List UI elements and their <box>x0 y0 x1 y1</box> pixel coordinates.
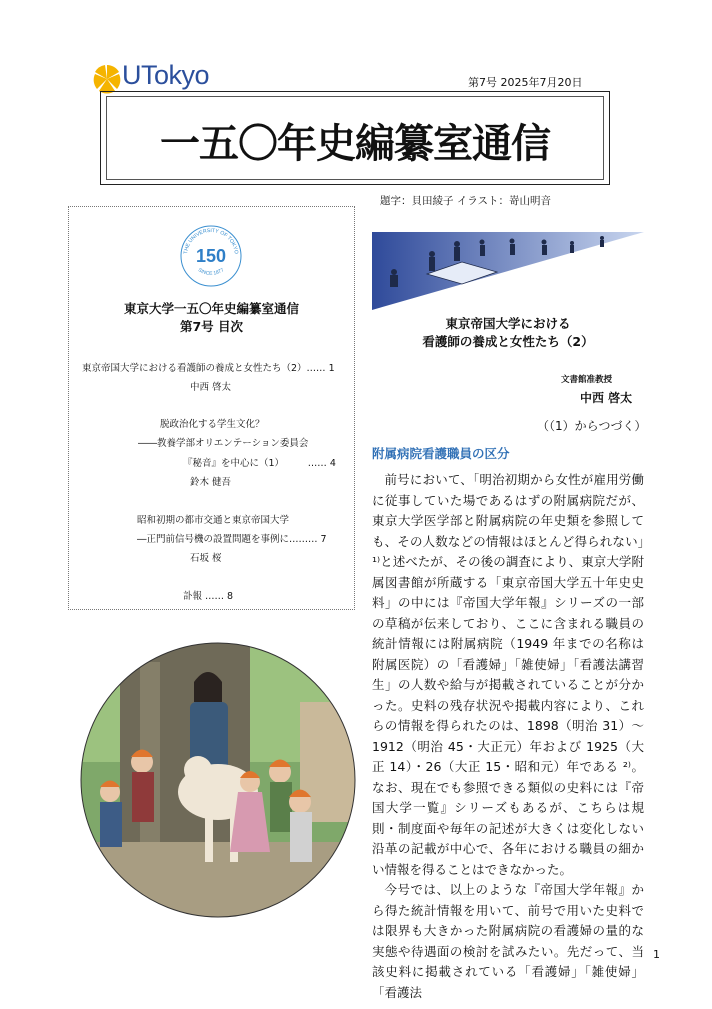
banner-illustration <box>372 232 644 310</box>
paragraph: 前号において、「明治初期から女性が雇用労働に従事していた場であるはずの附属病院だが、東京大学医学部と附属病院の年史類を参照しても、その人数などの情報はほとんど得られない」¹⁾と述べたが、その後の調査により、東京大学附属図書館が所蔵する「東京帝国大学五十年史史料」の中には『帝国大学年報』シリーズの一部の草稿が伝来しており、ここに含まれる職員の統計情報には附属病院（1949 年までの名称は附属医院）の「看護婦」「雑使婦」「看護法講習生」の人数や給与が掲載されていることが分かった。史料の残存状況や掲載内容により、これらの情報を得られたのは、1898（明治 31）〜1912（明治 45・大正元）年および 1925（大正 14）・26（大正 15・昭和元）年である ²⁾。なお、現在でも参照できる類似の史料には『帝国大学一覧』シリーズもあるが、こちらは規則・制度面や毎年の記述が大きくは変化しない沿革の記載が中心で、各年における職員の細かい情報を得ることはできなかった。 <box>372 472 644 877</box>
section-heading: 附属病院看護職員の区分 <box>372 446 510 461</box>
continued-note: （（1）からつづく） <box>537 419 647 433</box>
page-number: 1 <box>653 948 660 961</box>
svg-text:THE UNIVERSITY OF TOKYO: THE UNIVERSITY OF TOKYO <box>183 227 239 255</box>
toc-entry-2: 脱政治化する学生文化？ <box>160 419 265 430</box>
anniversary-seal-icon <box>179 224 243 288</box>
toc-entry-3-line2: ―正門前信号機の設置問題を事例に……… 7 <box>137 534 327 545</box>
cover-illustration <box>80 642 356 918</box>
masthead <box>100 91 610 185</box>
author-affiliation: 文書館准教授 <box>561 375 613 385</box>
toc-entry-4: 訃報 …… 8 <box>183 591 234 602</box>
author-name: 中西 啓太 <box>580 391 633 405</box>
svg-text:SINCE 1877: SINCE 1877 <box>196 267 226 277</box>
article-title: 東京帝国大学における 看護師の養成と女性たち（2） <box>422 316 594 349</box>
toc-title: 東京大学一五〇年史編纂室通信 第7号 目次 <box>123 301 299 334</box>
toc-entry-1: 東京帝国大学における看護師の養成と女性たち（2）…… 1 <box>82 363 335 374</box>
toc-entry-2-line2: ――教養学部オリエンテーション委員会 <box>138 438 309 449</box>
logo-text: UTokyo <box>122 60 210 90</box>
toc-entry-3: 昭和初期の都市交通と東京帝国大学 <box>137 515 290 526</box>
issue-info: 第7号 2025年7月20日 <box>468 76 583 89</box>
masthead-title: 一五〇年史編纂室通信 <box>160 120 550 167</box>
toc-entry-2-line3: 『秘音』を中心に（1） …… 4 <box>183 458 336 469</box>
toc-entry-2-author: 鈴木 健吾 <box>190 477 232 488</box>
article-body <box>372 470 644 1003</box>
toc-entry-3-author: 石坂 桜 <box>190 553 222 564</box>
svg-text:150: 150 <box>195 246 227 266</box>
toc-entry-1-author: 中西 啓太 <box>190 382 232 393</box>
paragraph: 今号では、以上のような『帝国大学年報』から得た統計情報を用いて、前号で用いた史料では限界も大きかった附属病院の看護婦の量的な実態や待遇面の検討を試みたい。先だって、当該史料に掲載されている「看護婦」「雑使婦」「看護法 <box>372 882 644 1000</box>
credits: 題字：貝田綾子 イラスト：嵜山明音 <box>380 195 552 207</box>
